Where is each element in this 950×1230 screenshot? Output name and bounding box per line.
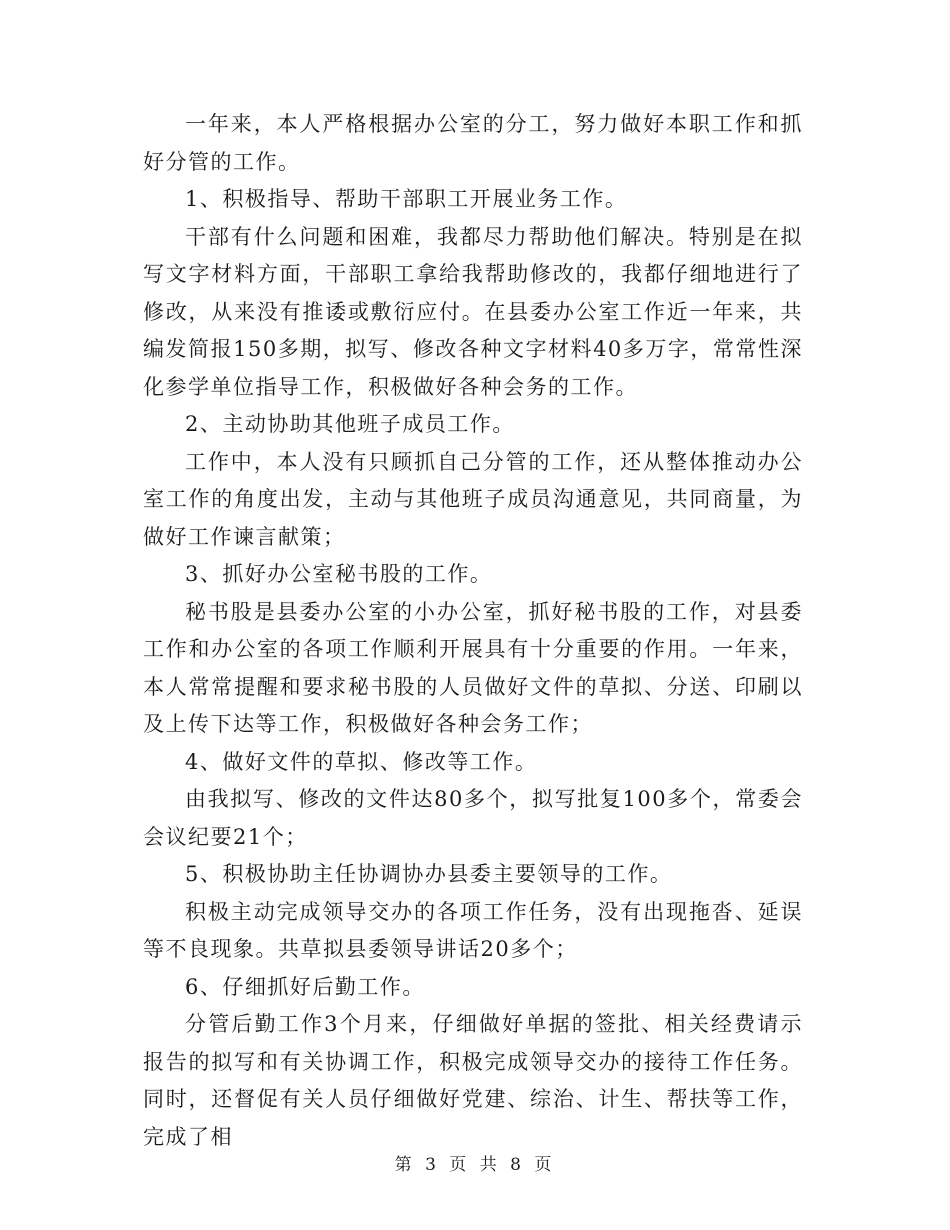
paragraph-item-6: 分管后勤工作3个月来，仔细做好单据的签批、相关经费请示报告的拟写和有关协调工作，积极完成领导交办的接待工作任务。同时，还督促有关人员仔细做好党建、综治、计生、帮扶等工作，完成了相 (143, 1012, 803, 1149)
heading-item-6: 6、仔细抓好后勤工作。 (185, 974, 425, 999)
paragraph-item-2: 工作中，本人没有只顾抓自己分管的工作，还从整体推动办公室工作的角度出发，主动与其他班子成员沟通意见，共同商量，为做好工作谏言献策； (143, 449, 803, 549)
paragraph-item-5: 积极主动完成领导交办的各项工作任务，没有出现拖沓、延误等不良现象。共草拟县委领导讲话20多个； (143, 899, 803, 961)
heading-item-3: 3、抓好办公室秘书股的工作。 (185, 562, 493, 586)
paragraph-item-1: 干部有什么问题和困难，我都尽力帮助他们解决。特别是在拟写文字材料方面，干部职工拿给我帮助修改的，我都仔细地进行了修改，从来没有推诿或敷衍应付。在县委办公室工作近一年来，共编发简报150多期，拟写、修改各种文字材料40多万字，常常性深化参学单位指导工作，积极做好各种会务的工作。 (143, 224, 803, 399)
heading-item-5: 5、积极协助主任协调协办县委主要领导的工作。 (185, 862, 673, 886)
heading-item-1: 1、积极指导、帮助干部职工开展业务工作。 (185, 187, 628, 211)
heading-item-2: 2、主动协助其他班子成员工作。 (185, 412, 515, 436)
paragraph-item-3: 秘书股是县委办公室的小办公室，抓好秘书股的工作，对县委工作和办公室的各项工作顺利开展具有十分重要的作用。一年来，本人常常提醒和要求秘书股的人员做好文件的草拟、分送、印刷以及上传下达等工作，积极做好各种会务工作； (143, 599, 803, 736)
page-number-footer: 第 3 页 共 8 页 (394, 1155, 556, 1175)
heading-item-4: 4、做好文件的草拟、修改等工作。 (185, 749, 538, 774)
paragraph-item-4: 由我拟写、修改的文件达80多个，拟写批复100多个，常委会会议纪要21个； (143, 787, 803, 849)
paragraph-intro: 一年来，本人严格根据办公室的分工，努力做好本职工作和抓好分管的工作。 (143, 112, 803, 174)
document-body (143, 106, 803, 1156)
